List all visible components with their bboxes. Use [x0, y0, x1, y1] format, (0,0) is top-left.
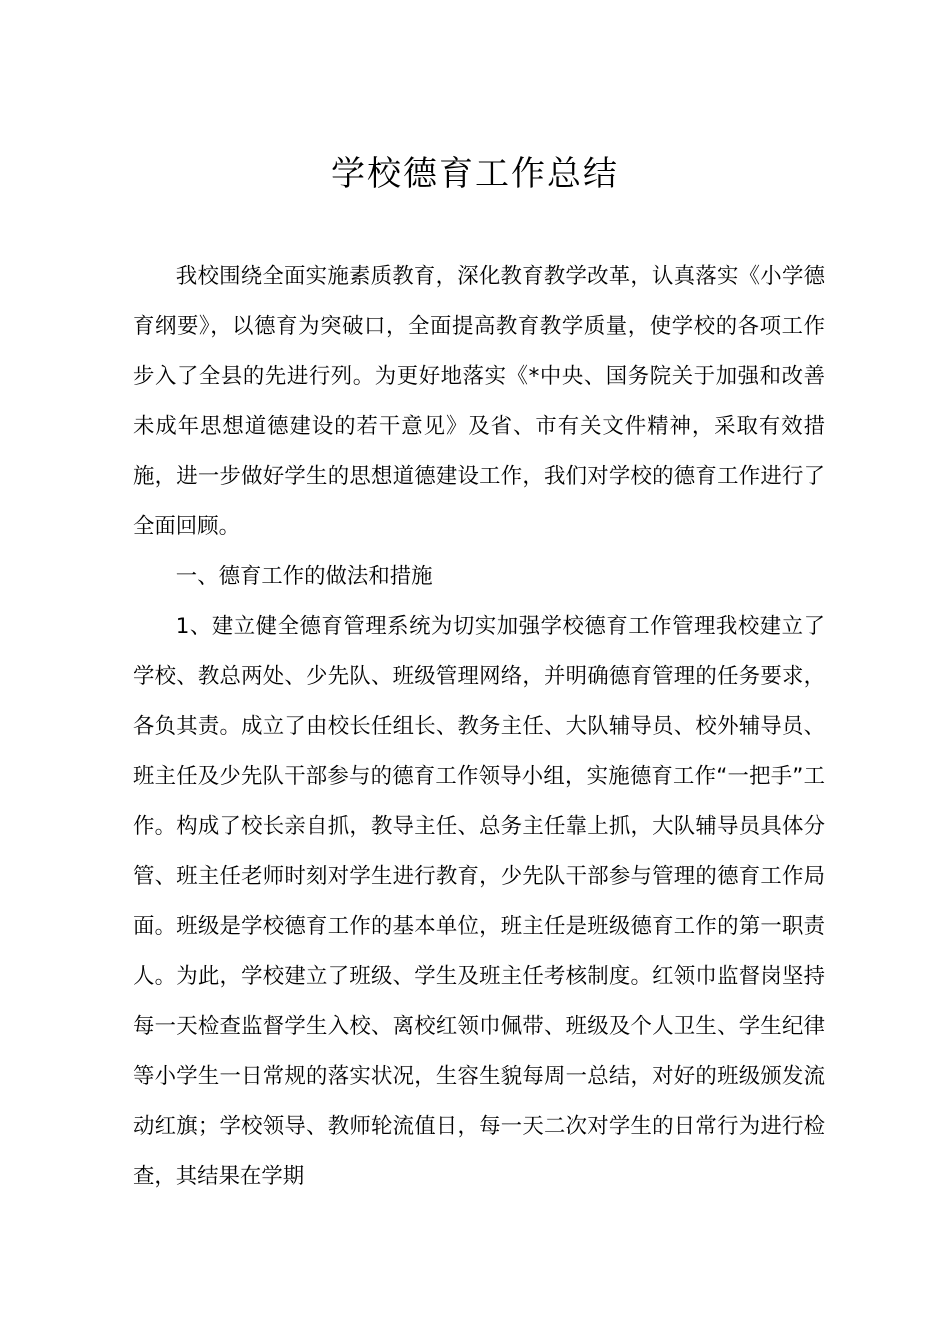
section-heading: 一、德育工作的做法和措施	[175, 564, 433, 589]
document-title: 学校德育工作总结	[331, 154, 619, 194]
document-body	[133, 252, 825, 1202]
section-paragraph: 1、建立健全德育管理系统为切实加强学校德育工作管理我校建立了学校、教总两处、少先队、班级管理网络，并明确德育管理的任务要求，各负其责。成立了由校长任组长、教务主任、大队辅导员、校外辅导员、班主任及少先队干部参与的德育工作领导小组，实施德育工作“一把手”工作。构成了校长亲自抓，教导主任、总务主任靠上抓，大队辅导员具体分管、班主任老师时刻对学生进行教育，少先队干部参与管理的德育工作局面。班级是学校德育工作的基本单位，班主任是班级德育工作的第一职责人。为此，学校建立了班级、学生及班主任考核制度。红领巾监督岗坚持每一天检查监督学生入校、离校红领巾佩带、班级及个人卫生、学生纪律等小学生一日常规的落实状况，生容生貌每周一总结，对好的班级颁发流动红旗；学校领导、教师轮流值日，每一天二次对学生的日常行为进行检查，其结果在学期	[133, 614, 825, 1189]
intro-paragraph: 我校围绕全面实施素质教育，深化教育教学改革，认真落实《小学德育纲要》，以德育为突破口，全面提高教育教学质量，使学校的各项工作步入了全县的先进行列。为更好地落实《*中央、国务院关于加强和改善未成年思想道德建设的若干意见》及省、市有关文件精神，采取有效措施，进一步做好学生的思想道德建设工作，我们对学校的德育工作进行了全面回顾。	[133, 264, 825, 539]
